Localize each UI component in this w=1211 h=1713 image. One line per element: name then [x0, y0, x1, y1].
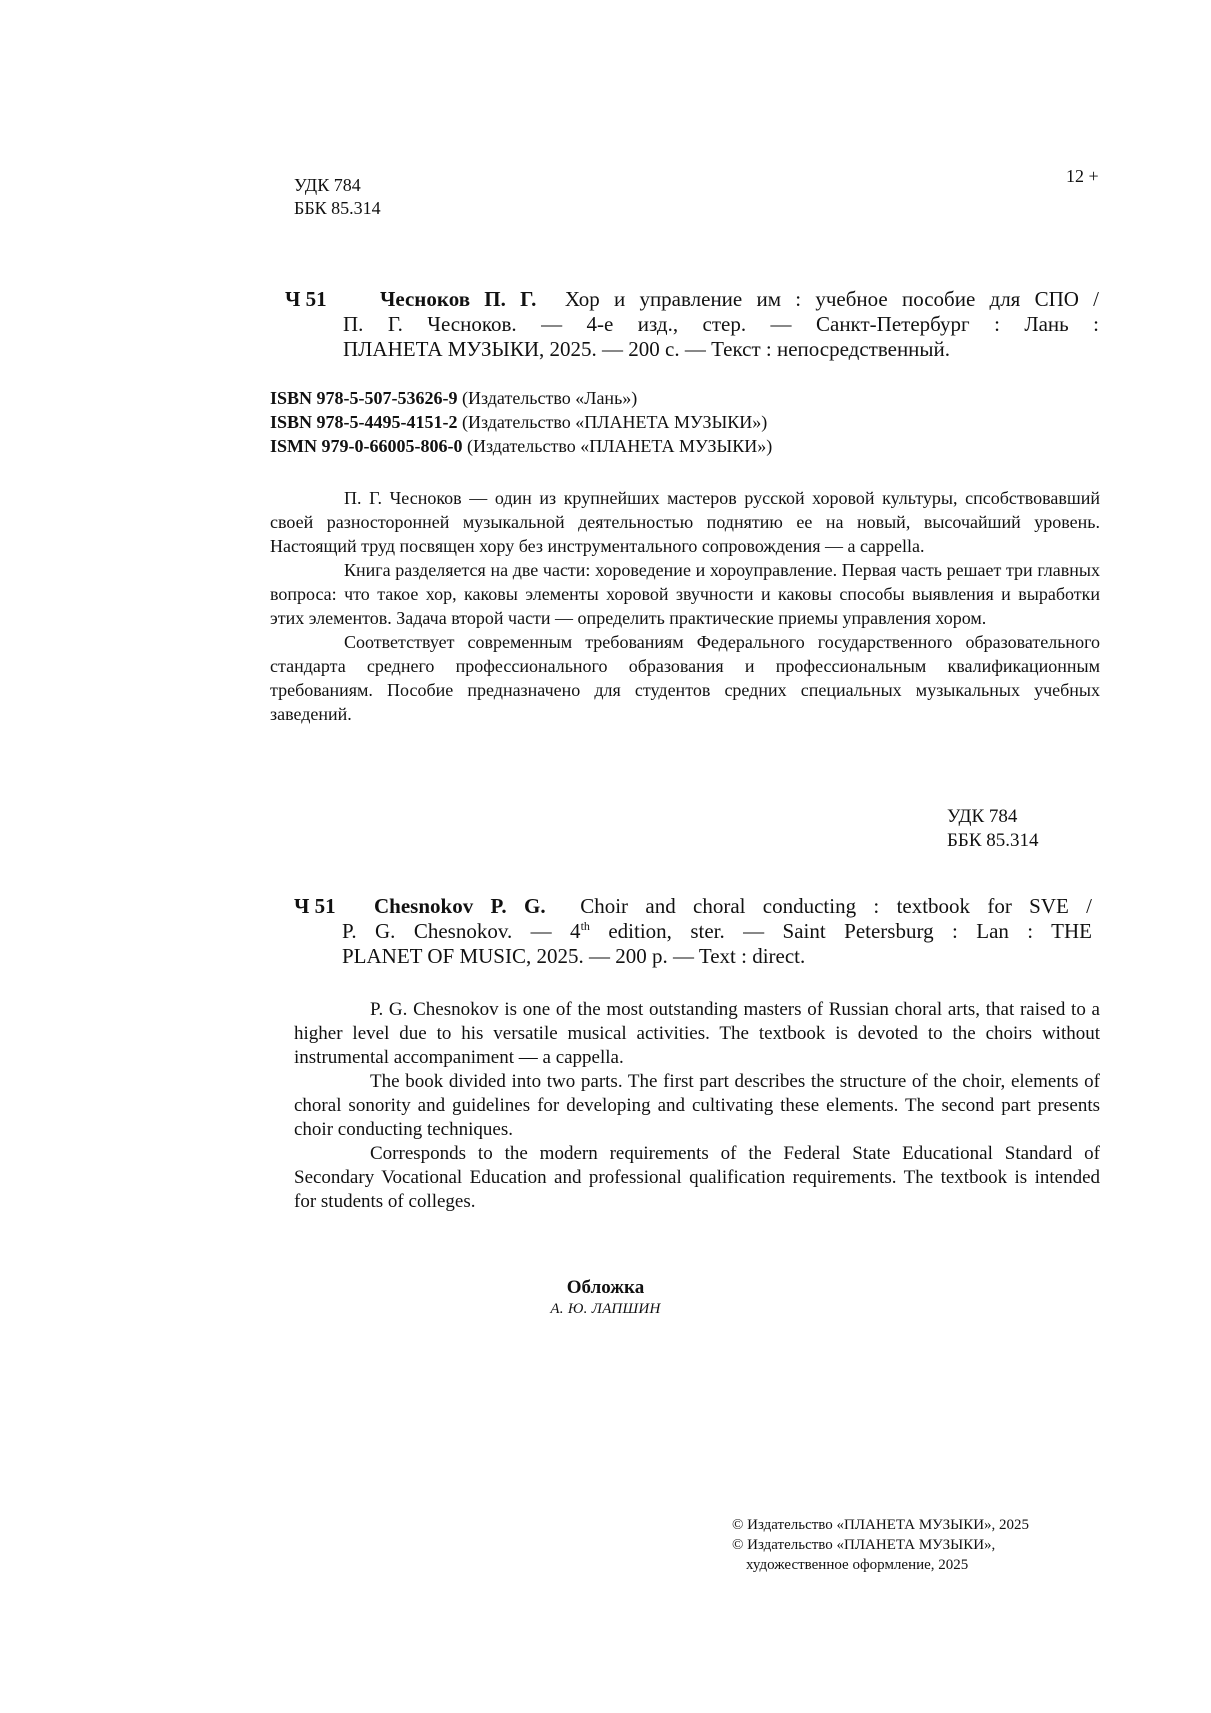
ru-catalog-card: [285, 287, 1100, 367]
ru-abstract-paragraph: П. Г. Чесноков — один из крупнейших мастеров русской хоровой культуры, спсобствовавший своей разносторонней музыкальной деятельностью поднятию ее на новый, высочайший уровень. Настоящий труд посвящен хору без инструментального сопровождения — a cappella.: [270, 488, 1100, 556]
udk-code: УДК 784: [947, 806, 1018, 827]
ismn-number: ISMN 979-0-66005-806-0: [270, 436, 463, 456]
en-record-line-2: [342, 919, 1092, 944]
ru-record-line-1: [380, 287, 1099, 312]
isbn-number: ISBN 978-5-4495-4151-2: [270, 412, 458, 432]
ru-record-line-2: П. Г. Чесноков. — 4-е изд., стер. — Санкт-Петербург : Лань :: [343, 312, 1099, 336]
ru-abstract-paragraph: Соответствует современным требованиям Федерального государственного образовательного стандарта среднего профессионального образования и профессиональным квалификационным требованиям. Пособие предназначено для студентов средних специальных музыкальных учебных заведений.: [270, 632, 1100, 724]
isbn-publisher: (Издательство «Лань»): [462, 388, 638, 408]
classification-mid: [947, 805, 1039, 853]
en-author: Chesnokov P. G.: [374, 894, 546, 918]
ru-author: Чесноков П. Г.: [380, 287, 537, 311]
cover-artist: А. Ю. ЛАПШИН: [550, 1301, 661, 1317]
isbn-number: ISBN 978-5-507-53626-9: [270, 388, 458, 408]
en-abstract-paragraph: Corresponds to the modern requirements of the Federal State Educational Standard of Secondary Vocational Education and professional qualification requirements. The textbook is intended for students of colleges.: [294, 1143, 1100, 1212]
author-mark: Ч 51: [285, 287, 327, 311]
ru-bibliographic-record: [343, 287, 1099, 362]
copyright-line: © Издательство «ПЛАНЕТА МУЗЫКИ»,: [732, 1537, 996, 1553]
bbk-code: ББК 85.314: [294, 198, 381, 218]
ru-title: Хор и управление им : учебное пособие для СПО /: [564, 287, 1100, 311]
bbk-code: ББК 85.314: [947, 830, 1039, 851]
ru-abstract-paragraph: Книга разделяется на две части: хороведение и хороуправление. Первая часть решает три главных вопроса: что такое хор, каковы элементы хоровой звучности и каковы способы выявления и выработки этих элементов. Задача второй части — определить практические приемы управления хором.: [270, 560, 1100, 628]
udk-code: УДК 784: [294, 175, 361, 195]
en-record-line-3: PLANET OF MUSIC, 2025. — 200 p. — Text : direct.: [342, 944, 806, 968]
en-catalog-card: [294, 894, 1094, 974]
isbn-publisher: (Издательство «ПЛАНЕТА МУЗЫКИ»): [462, 412, 768, 432]
en-abstract-paragraph: The book divided into two parts. The first part describes the structure of the choir, elements of choral sonority and guidelines for developing and cultivating these elements. The second part presents choir conducting techniques.: [294, 1071, 1100, 1140]
isbn-item: [270, 410, 772, 434]
isbn-item: [270, 434, 772, 458]
copyright-block: [732, 1515, 1029, 1575]
author-mark: Ч 51: [294, 894, 336, 918]
copyright-line: © Издательство «ПЛАНЕТА МУЗЫКИ», 2025: [732, 1517, 1030, 1533]
edition-superscript: th: [580, 919, 590, 933]
ru-record-line-3: ПЛАНЕТА МУЗЫКИ, 2025. — 200 с. — Текст : непосредственный.: [343, 337, 951, 361]
age-rating: 12 +: [1066, 166, 1099, 186]
en-abstract: [294, 998, 1100, 1214]
classification-top: [294, 174, 381, 220]
copyright-line: художественное оформление, 2025: [746, 1557, 969, 1573]
en-record-line-2a: P. G. Chesnokov. — 4: [342, 919, 581, 943]
isbn-list: [270, 386, 772, 458]
en-abstract-paragraph: P. G. Chesnokov is one of the most outstanding masters of Russian choral arts, that raised to a higher level due to his versatile musical activities. The textbook is devoted to the choirs without instrumental accompaniment — a cappella.: [294, 999, 1100, 1068]
isbn-publisher: (Издательство «ПЛАНЕТА МУЗЫКИ»): [466, 436, 773, 456]
en-bibliographic-record: [342, 894, 1092, 969]
isbn-item: [270, 386, 772, 410]
en-record-line-2b: edition, ster. — Saint Petersburg : Lan : THE: [608, 919, 1092, 943]
ru-abstract: [270, 486, 1100, 726]
en-record-line-1: [374, 894, 1092, 919]
cover-credit-title: Обложка: [566, 1277, 645, 1298]
en-title: Choir and choral conducting : textbook for SVE /: [580, 894, 1093, 918]
